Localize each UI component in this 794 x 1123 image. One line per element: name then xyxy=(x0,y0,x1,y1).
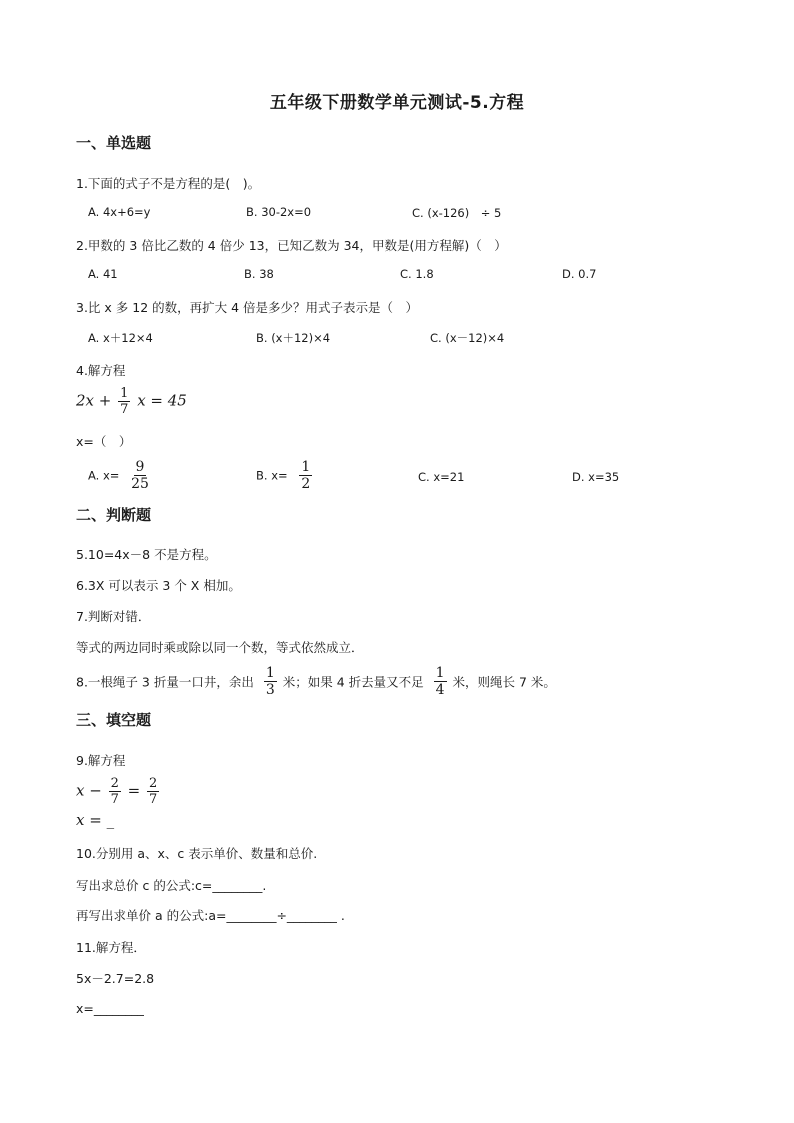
question-7-stem: 7.判断对错． xyxy=(76,609,151,624)
fraction-denominator: 2 xyxy=(301,476,311,492)
question-2-option-a: A. 41 xyxy=(88,267,118,281)
option-b-fraction xyxy=(299,460,312,491)
question-8-part2: 米；如果 4 折去量又不足 xyxy=(282,674,424,690)
question-8 xyxy=(76,666,556,697)
question-4-option-c: C. x=21 xyxy=(418,470,465,484)
equation-fraction-1 xyxy=(109,777,121,806)
question-8-part1: 8.一根绳子 3 折量一口井，余出 xyxy=(76,674,254,690)
option-a-prefix: A. x= xyxy=(88,468,120,483)
fraction-denominator: 25 xyxy=(131,476,149,492)
equation-left: x − xyxy=(76,781,102,800)
equation-fraction-2 xyxy=(147,777,159,806)
question-11-answer: x=________ xyxy=(76,1001,144,1016)
fraction-denominator: 3 xyxy=(265,682,275,698)
question-5: 5.10=4x－8 不是方程。 xyxy=(76,547,217,562)
question-3-stem: 3.比 x 多 12 的数，再扩大 4 倍是多少？用式子表示是（ ） xyxy=(76,300,419,315)
section-heading-true-false: 二、判断题 xyxy=(76,506,152,524)
option-b-prefix: B. x= xyxy=(256,468,288,483)
fraction-numerator: 1 xyxy=(265,665,275,681)
question-1-stem: 1.下面的式子不是方程的是( )。 xyxy=(76,176,261,191)
equation-right: x = 45 xyxy=(137,391,187,410)
question-1-option-a: A. 4x+6=y xyxy=(88,205,151,219)
question-2-option-c: C. 1.8 xyxy=(400,267,434,281)
question-4-option-d: D. x=35 xyxy=(572,470,620,484)
question-10-line-2: 再写出求单价 a 的公式:a=________÷________ . xyxy=(76,908,345,923)
question-8-part3: 米，则绳长 7 米。 xyxy=(452,674,556,690)
equation-equals: = xyxy=(127,781,141,800)
question-2-stem: 2.甲数的 3 倍比乙数的 4 倍少 13，已知乙数为 34，甲数是(用方程解)（ ） xyxy=(76,238,507,253)
question-4-option-b xyxy=(256,460,314,491)
question-9-answer: x = _ xyxy=(76,811,115,829)
question-3-option-c: C. (x－12)×4 xyxy=(430,331,505,345)
question-4-equation xyxy=(76,387,187,416)
question-3-option-a: A. x＋12×4 xyxy=(88,331,153,345)
equation-left: 2x + xyxy=(76,391,112,410)
fraction-denominator: 7 xyxy=(149,792,158,807)
question-4-blank: x=（ ） xyxy=(76,434,132,449)
fraction-denominator: 7 xyxy=(110,792,119,807)
fraction-denominator: 7 xyxy=(120,402,129,417)
question-4-option-a xyxy=(88,460,151,491)
question-1-option-b: B. 30-2x=0 xyxy=(246,205,312,219)
question-11-stem: 11.解方程． xyxy=(76,940,146,955)
question-4-stem: 4.解方程 xyxy=(76,363,126,378)
fraction-numerator: 1 xyxy=(301,459,311,475)
question-1-option-c: C. (x-126) ÷ 5 xyxy=(412,206,502,220)
question-3-option-b: B. (x＋12)×4 xyxy=(256,331,331,345)
fraction-numerator: 2 xyxy=(149,776,158,791)
question-10-stem: 10.分别用 a、x、c 表示单价、数量和总价. xyxy=(76,846,318,861)
question-11-equation: 5x－2.7=2.8 xyxy=(76,971,155,986)
fraction-numerator: 2 xyxy=(110,776,119,791)
question-2-option-b: B. 38 xyxy=(244,267,274,281)
fraction-denominator: 4 xyxy=(435,682,445,698)
fraction-numerator: 1 xyxy=(435,665,445,681)
question-9-equation xyxy=(76,777,161,806)
section-heading-single-choice: 一、单选题 xyxy=(76,134,152,152)
option-a-fraction xyxy=(131,460,149,491)
page-title: 五年级下册数学单元测试-5.方程 xyxy=(269,93,525,113)
question-9-stem: 9.解方程 xyxy=(76,753,126,768)
question-2-option-d: D. 0.7 xyxy=(562,267,597,281)
question-7-body: 等式的两边同时乘或除以同一个数，等式依然成立． xyxy=(76,640,364,655)
question-8-fraction-2 xyxy=(434,666,447,697)
question-8-fraction-1 xyxy=(264,666,277,697)
fraction-numerator: 1 xyxy=(120,386,129,401)
equation-fraction xyxy=(118,387,130,416)
section-heading-fill-blank: 三、填空题 xyxy=(76,711,152,729)
question-10-line-1: 写出求总价 c 的公式:c=________. xyxy=(76,878,267,893)
question-6: 6.3X 可以表示 3 个 X 相加。 xyxy=(76,578,241,593)
fraction-numerator: 9 xyxy=(135,459,145,475)
